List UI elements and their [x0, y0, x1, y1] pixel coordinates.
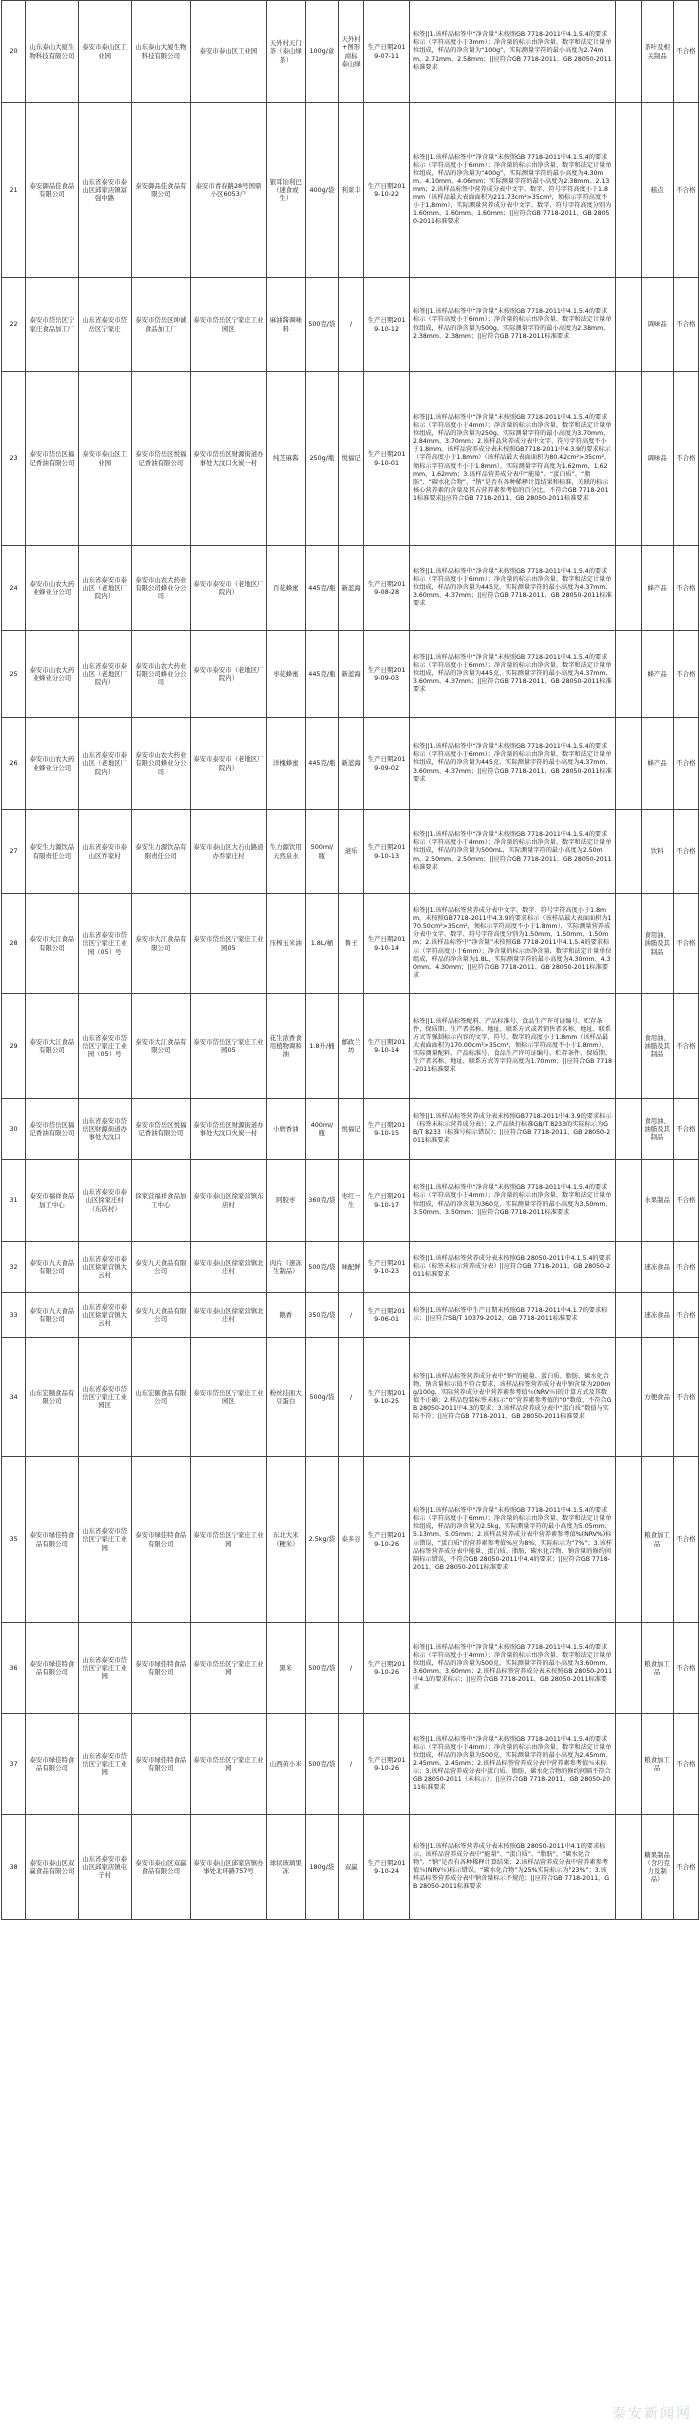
seller-name: 泰安市绿佳特食品有限公司	[131, 1623, 191, 1714]
product-category: 糕点	[641, 103, 673, 278]
row-number: 34	[2, 1338, 26, 1457]
blank-cell	[616, 631, 641, 718]
inspection-result: 不合格	[673, 718, 698, 810]
producer-address: 山东省泰安市泰山区（老地区厂院内）	[78, 546, 131, 631]
seller-address: 泰安市岱岳区宁家庄工业园05	[191, 894, 267, 994]
product-brand: 利莱丰	[338, 103, 363, 278]
row-number: 28	[2, 894, 26, 994]
producer-address: 山东省泰安市泰山区邱家店镇富强中路	[78, 103, 131, 278]
product-name: 纯芝麻酱	[266, 372, 305, 546]
producer-name: 泰安生力源饮品有限责任公司	[26, 810, 79, 894]
product-category: 糖果制品（含巧克力及制品）	[641, 1815, 673, 1920]
producer-address: 山东省泰安市岱岳区宁家庄工业园区	[78, 1338, 131, 1457]
production-date: 生产日期2019-10-17	[364, 1160, 410, 1242]
table-row	[2, 1160, 699, 1242]
product-spec: 1.8升/桶	[305, 994, 338, 1099]
seller-address: 泰安市岱岳区宁家庄工业园	[191, 1623, 267, 1714]
row-number: 36	[2, 1623, 26, 1714]
row-number: 21	[2, 103, 26, 278]
production-date: 生产日期2019-10-01	[364, 372, 410, 546]
product-category: 水果制品	[641, 1160, 673, 1242]
product-category: 蜂产品	[641, 546, 673, 631]
product-name: 花生浓香食用植物调和油	[266, 994, 305, 1099]
product-brand: 新蓝海	[338, 631, 363, 718]
producer-name: 泰安市岱岳区宁家庄食品加工厂	[26, 278, 79, 372]
product-spec: 445克/瓶	[305, 631, 338, 718]
inspection-result: 不合格	[673, 1, 698, 103]
seller-name: 泰安市大江食品有限公司	[131, 894, 191, 994]
seller-name: 泰安市岱岳区坤诚食品加工厂	[131, 278, 191, 372]
product-name: 百花蜂蜜	[266, 546, 305, 631]
product-brand: /	[338, 1293, 363, 1338]
row-number: 37	[2, 1714, 26, 1815]
producer-name: 泰安市岱岳区福记香油有限公司	[26, 372, 79, 546]
seller-name: 泰安市绿佳特食品有限公司	[131, 1457, 191, 1623]
row-number: 31	[2, 1160, 26, 1242]
table-row	[2, 894, 699, 994]
product-category: 蜂产品	[641, 718, 673, 810]
product-spec: 445克/瓶	[305, 718, 338, 810]
producer-address: 山东省泰安市岱岳区宁家庄工业园（05）号	[78, 894, 131, 994]
product-category: 饮料	[641, 810, 673, 894]
producer-address: 山东省泰安市岱岳区宁家庄工业园	[78, 1457, 131, 1623]
blank-cell	[616, 1242, 641, 1293]
producer-address: 山东省泰安市岱岳区宁家庄工业园	[78, 1714, 131, 1815]
inspection-result: 不合格	[673, 103, 698, 278]
producer-address: 山东省泰安市泰山区徐家营镇大云村	[78, 1293, 131, 1338]
blank-cell	[616, 278, 641, 372]
inspection-result: 不合格	[673, 1160, 698, 1242]
failed-item-detail: 标签||1.该样品标签营养成分表未按照GB7718-2011中4.3.9的要求标示（标签未标示营养成分表）；2.产品执行标准GB/T 8233的实际标示为GB/T 8233（标准号标示错误）；||应符合GB 7718-2011、GB 28050-2011标准要求	[410, 1099, 616, 1160]
product-brand: 鲁王	[338, 894, 363, 994]
product-spec: 360克/袋	[305, 1160, 338, 1242]
blank-cell	[616, 1, 641, 103]
inspection-result: 不合格	[673, 1242, 698, 1293]
product-brand: 双赢	[338, 1815, 363, 1920]
failed-item-detail: 标签||1.该样品标签营养成分表未按照GB 28050-2011中4.1.5.4的要求标示（标签未标示营养成分表）||应符合GB 7718-2011、GB 28050-2011标准要求	[410, 1242, 616, 1293]
row-number: 33	[2, 1293, 26, 1338]
blank-cell	[616, 1457, 641, 1623]
seller-name: 泰安市山农大药业有限公司蜂业分公司	[131, 631, 191, 718]
inspection-result: 不合格	[673, 810, 698, 894]
seller-name: 泰安生力源饮品有限责任公司	[131, 810, 191, 894]
product-spec: 400ml/瓶	[305, 1099, 338, 1160]
product-category: 调味品	[641, 278, 673, 372]
product-name: 银耳饴利巴（速食或生）	[266, 103, 305, 278]
seller-address: 泰安市泰山区大石山路道办乔家庄村	[191, 810, 267, 894]
product-brand: /	[338, 1338, 363, 1457]
producer-address: 山东省泰安市岱岳区宁家庄	[78, 278, 131, 372]
product-category: 粮食加工品	[641, 1714, 673, 1815]
inspection-result: 不合格	[673, 894, 698, 994]
row-number: 26	[2, 718, 26, 810]
failed-item-detail: 标签||1.该样品标签营养成分表未按照GB 28050-2011中4.1的要求标示，该样品营养成分表中“能量”、“蛋白质”、“脂肪”、“碳水化合物”、“钠”是否有各种稀释计算结果；2.该样品营养成分表中营养素参考值％(NRV％)标示错误，“碳水化合物”为25%实际标示为“23%”；3.该样品标签营养成分表中钠含量标示不规范；||应符合GB 7718-2011、GB 28050-2011标准要求	[410, 1815, 616, 1920]
table-row	[2, 546, 699, 631]
seller-address: 泰安市泰安市（老地区厂院内）	[191, 546, 267, 631]
blank-cell	[616, 994, 641, 1099]
seller-name: 泰安市山农大药业有限公司蜂业分公司	[131, 718, 191, 810]
blank-cell	[616, 894, 641, 994]
blank-cell	[616, 1623, 641, 1714]
blank-cell	[616, 718, 641, 810]
product-spec: 500克/袋	[305, 1714, 338, 1815]
product-brand: /	[338, 1714, 363, 1815]
seller-name: 泰安市大江食品有限公司	[131, 994, 191, 1099]
product-name: 阿胶枣	[266, 1160, 305, 1242]
table-row	[2, 1815, 699, 1920]
failed-item-detail: 标签||1.该样品标签中“净含量”未按照GB 7718-2011中4.1.5.4的要求标示（字符高度小于3mm）；净含量的标示由净含量、数字和法定计量单位组成，样品的净含量为“100g”，实际测量字符的最小高度为2.74mm、2.71mm、2.58mm；||应符合GB 7718-2011、GB 28050-2011标准要求	[410, 1, 616, 103]
seller-name: 泰安御品佳食品有限公司	[131, 103, 191, 278]
blank-cell	[616, 1099, 641, 1160]
seller-address: 泰安市岱岳区财源街道办事处大汶口火炭一村	[191, 1099, 267, 1160]
table-row	[2, 103, 699, 278]
seller-address: 泰安市泰山区徐家营镇北庄村	[191, 1293, 267, 1338]
production-date: 生产日期2019-10-26	[364, 1623, 410, 1714]
inspection-result: 不合格	[673, 631, 698, 718]
failed-item-detail: 标签||1.该样品标签中“净含量”未按照GB 7718-2011中4.1.5.4的要求标示（字符高度小于6mm）；净含量的标示由净含量、数字和法定计量单位组成，样品的净含量为2.5kg，实际测量字符的最小高度为5.05mm、5.13mm、5.05mm；2.该样品营养成分表中营养素参考值%(NRV%)标示错误，“蛋白质”的营养素参考值%应为8%，实际标示为“7%”；3.该样品标签营养成分表中能量、蛋白质、脂肪、碳水化合物、钠含量的修约间隔标示错误，不符合GB 28050-2011中4.4的要求；||应符合GB 7718-2011、GB 28050-2011标准要求	[410, 1457, 616, 1623]
watermark-logo-text: 泰安新闻网	[612, 2406, 692, 2422]
product-brand: 悦福记	[338, 1099, 363, 1160]
producer-name: 泰安市福祥食品加工中心	[26, 1160, 79, 1242]
seller-address: 泰安市岱岳区宁家庄工业园	[191, 1457, 267, 1623]
inspection-result: 不合格	[673, 1293, 698, 1338]
producer-name: 泰安市大江食品有限公司	[26, 994, 79, 1099]
table-row	[2, 1623, 699, 1714]
producer-name: 泰安市山农大药业蜂业分公司	[26, 718, 79, 810]
blank-cell	[616, 1338, 641, 1457]
seller-address: 泰安市泰安市（老地区厂院内）	[191, 718, 267, 810]
product-name: 山西黄小米	[266, 1714, 305, 1815]
inspection-result: 不合格	[673, 546, 698, 631]
production-date: 生产日期2019-10-14	[364, 994, 410, 1099]
product-name: 小磨香油	[266, 1099, 305, 1160]
inspection-result: 不合格	[673, 1099, 698, 1160]
row-number: 22	[2, 278, 26, 372]
row-number: 38	[2, 1815, 26, 1920]
row-number: 30	[2, 1099, 26, 1160]
blank-cell	[616, 1160, 641, 1242]
seller-address: 泰安市泰山区工业园	[191, 1, 267, 103]
failed-item-detail: 标签||1.该样品标签配料、产品标准号、食品生产许可证编号、贮存条件、保质期、生产者名称、地址、联系方式或者销售者名称、地址、联系方式等强制标示内容的文字、符号、数字的高度小于1.8mm（该样品最大表面面积为170.00cm²>35cm²，须标示字符高度不小于1.8mm），实际测量配料、产品标准号、食品生产许可证编号、贮存条件、保质期、生产者名称、地址、联系方式等字符高度为1.70mm；||应符合GB 7718-2011标准要求	[410, 994, 616, 1099]
failed-item-detail: 标签||1.该样品标签中“净含量”未按照GB 7718-2011中4.1.5.4的要求标示（字符高度小于4mm）；净含量的标示由净含量、数字和法定计量单位组成，样品的净含量为500mL，实际测量字符的最小高度为2.50mm、2.50mm、2.50mm；||应符合GB 7718-2011、GB 28050-2011标准要求	[410, 810, 616, 894]
product-spec: 400g/袋	[305, 103, 338, 278]
product-brand: 邮政兰坊	[338, 994, 363, 1099]
failed-item-detail: 标签||1.该样品标签中“净含量”未按照GB 7718-2011中4.1.5.4的要求标示（字符高度小于4mm）；净含量的标示由净含量、数字和法定计量单位组成，样品的净含量为360克，实际测量字符的最小高度为3.50mm、3.50mm、3.50mm；||应符合GB 7718-2011标准要求	[410, 1160, 616, 1242]
blank-cell	[616, 372, 641, 546]
producer-name: 泰安市山农大药业蜂业分公司	[26, 631, 79, 718]
blank-cell	[616, 546, 641, 631]
product-category: 方便食品	[641, 1338, 673, 1457]
product-name: 麻油酱调味料	[266, 278, 305, 372]
product-name: 枣花蜂蜜	[266, 631, 305, 718]
production-date: 生产日期2019-10-24	[364, 1815, 410, 1920]
product-spec: 500克/袋	[305, 1242, 338, 1293]
blank-cell	[616, 1714, 641, 1815]
product-name: 鹅香	[266, 1293, 305, 1338]
product-brand: 新蓝海	[338, 546, 363, 631]
table-row	[2, 1099, 699, 1160]
product-category: 蜂产品	[641, 631, 673, 718]
row-number: 27	[2, 810, 26, 894]
production-date: 生产日期2019-09-02	[364, 718, 410, 810]
product-brand: 泰多谷	[338, 1457, 363, 1623]
seller-name: 泰安九天食品有限公司	[131, 1242, 191, 1293]
row-number: 35	[2, 1457, 26, 1623]
inspection-result: 不合格	[673, 1623, 698, 1714]
seller-address: 泰安市泰山区徐家营镇北庄村	[191, 1242, 267, 1293]
producer-address: 山东省泰安市泰山区（老地区厂院内）	[78, 718, 131, 810]
blank-cell	[616, 1293, 641, 1338]
seller-name: 泰安市岱岳区悦福记香油有限公司	[131, 372, 191, 546]
failed-item-detail: 标签||1.该样品标签中“净含量”未按照GB 7718-2011中4.1.5.4的要求标示（字符高度小于6mm）；净含量的标示由净含量、数字和法定计量单位组成，样品的净含量为445克，实际测量字符的最小高度为4.37mm、3.60mm、4.37mm；||应符合GB 7718-2011、GB 28050-2011标准要求	[410, 546, 616, 631]
producer-name: 泰安市大江食品有限公司	[26, 894, 79, 994]
seller-name: 泰安市泰山区双赢食品有限公司	[131, 1815, 191, 1920]
production-date: 生产日期2019-10-26	[364, 1714, 410, 1815]
seller-name: 泰安市岱岳区悦福记香油有限公司	[131, 1099, 191, 1160]
product-category: 食用油、油脂及其制品	[641, 994, 673, 1099]
row-number: 20	[2, 1, 26, 103]
production-date: 生产日期2019-09-03	[364, 631, 410, 718]
inspection-result: 不合格	[673, 1457, 698, 1623]
failed-item-detail: 标签||1.该样品标签中“净含量”未按照GB 7718-2011中4.1.5.4的要求标示（字符高度小于4mm）；净含量的标示由净含量、数字和法定计量单位组成，样品的净含量为250g，实际测量字符的最小高度为3.70mm、2.84mm、3.70mm；2.该样品营养成分表中文字、符号字符高度不小于1.8mm。该样品营养成分表未按照GB7718-2011中4.3.9的要求标示（字符高度小于1.8mm）（该样品最大表面面积为80.42cm²>35cm²，须标示字符高度不小于1.8mm），实际测量字符高度为1.62mm，1.62mm，1.62mm；3.该样品营养成分表中“能量”、“蛋白质”、“脂肪”、“碳水化合物”、“钠”是否有各种稀释计算结果和标准，关联的标示核心营养素的含量及其占营养素参考值的百分比。不符合GB 7718-2011标准要求||应符合GB 7718-2011、GB 28050-2011标准要求	[410, 372, 616, 546]
failed-item-detail: 标签||1.该样品标签中“净含量”未按照GB 7718-2011中4.1.5.4的要求标示（字符高度小于4mm）；净含量的标示由净含量、数字和法定计量单位组成，样品的净含量为500克，实际测量字符的最小高度为3.60mm、3.60mm、3.60mm；2.该样品标签营养成分表未按照GB 28050-2011中4.1的要求标示；||应符合GB 7718-2011、GB 28050-2011标准要求	[410, 1623, 616, 1714]
product-spec: 350克/袋	[305, 1293, 338, 1338]
producer-name: 泰安御品佳食品有限公司	[26, 103, 79, 278]
product-category: 粮食加工品	[641, 1623, 673, 1714]
product-spec: 180g/袋	[305, 1815, 338, 1920]
product-brand: /	[338, 278, 363, 372]
seller-address: 泰安市岱岳区宁家庄工业园05	[191, 994, 267, 1099]
table-row	[2, 278, 699, 372]
seller-address: 泰安市岱岳区宁家庄工业园区	[191, 278, 267, 372]
production-date: 生产日期2019-07-11	[364, 1, 410, 103]
inspection-result: 不合格	[673, 278, 698, 372]
production-date: 生产日期2019-10-23	[364, 1242, 410, 1293]
blank-cell	[616, 1815, 641, 1920]
product-spec: 500克/袋	[305, 278, 338, 372]
producer-name: 泰安市九天食品有限公司	[26, 1242, 79, 1293]
production-date: 生产日期2019-08-28	[364, 546, 410, 631]
producer-name: 泰安市绿佳特食品有限公司	[26, 1714, 79, 1815]
seller-name: 山东泰山大厦生物科技有限公司	[131, 1, 191, 103]
producer-address: 山东省泰安市岱岳区宁家庄工业园（05）号	[78, 994, 131, 1099]
product-spec: 2.5kg/袋	[305, 1457, 338, 1623]
product-brand: 枣红一生	[338, 1160, 363, 1242]
product-category: 速冻食品	[641, 1293, 673, 1338]
seller-name: 山东宏颐食品有限公司	[131, 1338, 191, 1457]
failed-item-detail: 标签||1.该样品标签中“净含量”未按照GB 7718-2011中4.1.5.4的要求标示（字符高度小于6mm）；净含量的标示由净含量、数字和法定计量单位组成，样品的净含量为“400g”，实际测量字符的最小高度为4.30mm、4.10mm、4.06mm；实际测量字符的最小高度为2.38mm、2.13mm；2.该样品标签中营养成分表中文字、数字、符号字符高度小于1.8mm（该样品最大表面面积为211.73cm²>35cm²，须标示字符高度不小于1.8mm），实际测量营养成分表中文字、数字、符号字符高度分别为1.60mm、1.60mm、1.60mm；||应符合GB 7718-2011、GB 28050-2011标准要求	[410, 103, 616, 278]
producer-name: 泰安市泰山区双赢食品有限公司	[26, 1815, 79, 1920]
seller-address: 泰安市泰山区邱家店镇办事处北环路757号	[191, 1815, 267, 1920]
table-row	[2, 1293, 699, 1338]
inspection-result: 不合格	[673, 994, 698, 1099]
table-row	[2, 810, 699, 894]
row-number: 25	[2, 631, 26, 718]
failed-item-detail: 标签||1.该样品标签中“净含量”未按照GB 7718-2011中4.1.5.4的要求标示（字符高度小于6mm）；净含量的标示由净含量、数字和法定计量单位组成，样品的净含量为500g，实际测量字符的最小高度为2.38mm、2.38mm、2.38mm；||应符合GB 7718-2011标准要求	[410, 278, 616, 372]
production-date: 生产日期2019-10-15	[364, 1099, 410, 1160]
producer-address: 山东省泰安市泰山区徐家营镇大云村	[78, 1242, 131, 1293]
failed-item-detail: 标签||1.该样品标签中“净含量”未按照GB 7718-2011中4.1.5.4的要求标示（字符高度小于6mm）；净含量的标示由净含量、数字和法定计量单位组成，样品的净含量为445克，实际测量字符的最小高度为4.37mm、3.60mm、4.37mm；||应符合GB 7718-2011、GB 28050-2011标准要求	[410, 631, 616, 718]
seller-name: 泰安市绿佳特食品有限公司	[131, 1714, 191, 1815]
product-name: 球状玻璃果冻	[266, 1815, 305, 1920]
product-name: 肉片（速冻生制品）	[266, 1242, 305, 1293]
product-category: 粮食加工品	[641, 1457, 673, 1623]
product-spec: 500克/袋	[305, 1623, 338, 1714]
production-date: 生产日期2019-10-26	[364, 1457, 410, 1623]
product-name: 压榨玉米油	[266, 894, 305, 994]
inspection-results-table	[1, 0, 699, 1920]
product-name: 洋槐蜂蜜	[266, 718, 305, 810]
product-name: 天外村天门茶（泰山绿茶）	[266, 1, 305, 103]
table-row	[2, 631, 699, 718]
inspection-result: 不合格	[673, 1815, 698, 1920]
product-brand: /	[338, 1623, 363, 1714]
producer-name: 泰安市绿佳特食品有限公司	[26, 1623, 79, 1714]
production-date: 生产日期2019-10-14	[364, 894, 410, 994]
product-category: 茶叶及相关制品	[641, 1, 673, 103]
production-date: 生产日期2019-10-13	[364, 810, 410, 894]
row-number: 23	[2, 372, 26, 546]
producer-address: 山东省泰安市岱岳区宁家庄工业园	[78, 1623, 131, 1714]
production-date: 生产日期2019-10-12	[364, 278, 410, 372]
failed-item-detail: 标签||1.该样品标签中“净含量”未按照GB 7718-2011中4.1.5.4的要求标示（字符高度小于4mm）；净含量的标示由净含量、数字和法定计量单位组成，样品的净含量为500克，实际测量字符的最小高度为2.45mm、2.45mm、2.45mm；2.该样品标签营养成分表中营养素参考值％未标示；3.该样品营养成分表中蛋白质、脂肪、碳水化合物的修约间隔不符合GB 28050-2011（未标示）；||应符合GB 7718-2011、GB 28050-2011标准要求	[410, 1714, 616, 1815]
producer-address: 山东省泰安市泰山区邱家店镇屯子村	[78, 1815, 131, 1920]
table-row	[2, 1457, 699, 1623]
inspection-result: 不合格	[673, 1338, 698, 1457]
row-number: 32	[2, 1242, 26, 1293]
producer-address: 泰安市泰山区工业园	[78, 372, 131, 546]
product-brand: 新蓝海	[338, 718, 363, 810]
table-row	[2, 1, 699, 103]
producer-address: 山东省泰安市泰山区（老地区厂院内）	[78, 631, 131, 718]
producer-address: 泰安市泰山区工业园	[78, 1, 131, 103]
producer-name: 泰安市山农大药业蜂业分公司	[26, 546, 79, 631]
seller-address: 泰安市岱岳区宁家庄工业园	[191, 1714, 267, 1815]
failed-item-detail: 标签||1.该样品标签营养成分表中文字、数字、符号字符高度小于1.8mm，未按照GB7718-2011中4.3.9的要求标示（该样品最大表面面积为170.50cm²>35cm²，须标示字符高度不小于1.8mm），实际测量营养成分表中文字、数字、符号字符高度分别为1.50mm、1.50mm、1.50mm；2.该样品标签中“净含量”未按照GB 7718-2011中4.1.5.4的要求标示（字符高度小于6mm）；净含量的标示由净含量、数字和法定计量单位组成，样品的净含量为1.8L，实际测量字符的最小高度为4.30mm、4.30mm、4.30mm；||应符合GB 7718-2011、GB 28050-2011标准要求	[410, 894, 616, 994]
product-spec: 100g/盒	[305, 1, 338, 103]
seller-name: 泰安九天食品有限公司	[131, 1293, 191, 1338]
product-category: 食用油、油脂及其制品	[641, 1099, 673, 1160]
blank-cell	[616, 103, 641, 278]
row-number: 24	[2, 546, 26, 631]
seller-address: 泰安市岱岳区财源街道办事处大汶口火炭一村	[191, 372, 267, 546]
product-spec: 500ml/瓶	[305, 810, 338, 894]
seller-name: 徐家营福祥食品加工中心	[131, 1160, 191, 1242]
product-spec: 445克/瓶	[305, 546, 338, 631]
product-category: 食用油、油脂及其制品	[641, 894, 673, 994]
product-name: 东北大米（粳米）	[266, 1457, 305, 1623]
producer-name: 泰安市九天食品有限公司	[26, 1293, 79, 1338]
table-row	[2, 372, 699, 546]
producer-address: 山东省泰安市泰山区乔家村	[78, 810, 131, 894]
product-name: 生力源饮用天然泉水	[266, 810, 305, 894]
product-name: 黑米	[266, 1623, 305, 1714]
seller-address: 泰安市泰安市（老地区厂院内）	[191, 631, 267, 718]
product-brand: 悦福记	[338, 372, 363, 546]
seller-name: 泰安市山农大药业有限公司蜂业分公司	[131, 546, 191, 631]
seller-address: 泰安市青春路28号国鼎小区6053户	[191, 103, 267, 278]
seller-address: 泰安市岱岳区宁家庄工业园区	[191, 1338, 267, 1457]
failed-item-detail: 标签||1.该样品标签营养成分表中“钠”的能量、蛋白质、脂肪、碳水化合物、钠含量标示值不符合要求，该样品标签营养成分表中钠含量为200mg/100g，实际营养成分表中营养素参考值％(NRV％)的计算方式及其数值不正确；2.样品包装标签未标示“0”营养素参考值的“0”数值，不符合GB 28050-2011中4.3的要求；3.该样品营养成分表中“蛋白质”数值与实际不符；||应符合GB 7718-2011、GB 28050-2011标准要求	[410, 1338, 616, 1457]
blank-cell	[616, 810, 641, 894]
product-spec: 250g/瓶	[305, 372, 338, 546]
producer-name: 山东泰山大厦生物科技有限公司	[26, 1, 79, 103]
inspection-result: 不合格	[673, 372, 698, 546]
inspection-result: 不合格	[673, 1714, 698, 1815]
seller-address: 泰安市泰山区徐家营镇东店村	[191, 1160, 267, 1242]
table-row	[2, 718, 699, 810]
table-row	[2, 1338, 699, 1457]
producer-name: 泰安市岱岳区福记香油有限公司	[26, 1099, 79, 1160]
product-brand: 道乐	[338, 810, 363, 894]
product-spec: 500g/袋	[305, 1338, 338, 1457]
table-row	[2, 1714, 699, 1815]
failed-item-detail: 标签||1.该样品标签中“净含量”未按照GB 7718-2011中4.1.5.4的要求标示（字符高度小于6mm）；净含量的标示由净含量、数字和法定计量单位组成，样品的净含量为445克，实际测量字符的最小高度为4.37mm、3.60mm、4.37mm；||应符合GB 7718-2011、GB 28050-2011标准要求	[410, 718, 616, 810]
product-brand: 味配鲜	[338, 1242, 363, 1293]
product-category: 速冻食品	[641, 1242, 673, 1293]
producer-name: 泰安市绿佳特食品有限公司	[26, 1457, 79, 1623]
producer-address: 山东省泰安市泰山区徐家庄村（东店村）	[78, 1160, 131, 1242]
product-category: 调味品	[641, 372, 673, 546]
table-row	[2, 1242, 699, 1293]
producer-address: 山东省泰安市岱岳区财源街道办事处大汶口	[78, 1099, 131, 1160]
failed-item-detail: 标签||1.该样品标签中生产日期未按照GB 7718-2011中4.1.7的要求标示；||应符合SB/T 10379-2012、GB 7718-2011标准要求	[410, 1293, 616, 1338]
production-date: 生产日期2019-10-25	[364, 1338, 410, 1457]
product-spec: 1.8L/桶	[305, 894, 338, 994]
row-number: 29	[2, 994, 26, 1099]
producer-name: 山东宏颐食品有限公司	[26, 1338, 79, 1457]
production-date: 生产日期2019-06-01	[364, 1293, 410, 1338]
table-row	[2, 994, 699, 1099]
production-date: 生产日期2019-10-22	[364, 103, 410, 278]
product-brand: 天外村+图形商标 泰山绿	[338, 1, 363, 103]
product-name: 粉丝挂面大豆蛋白	[266, 1338, 305, 1457]
